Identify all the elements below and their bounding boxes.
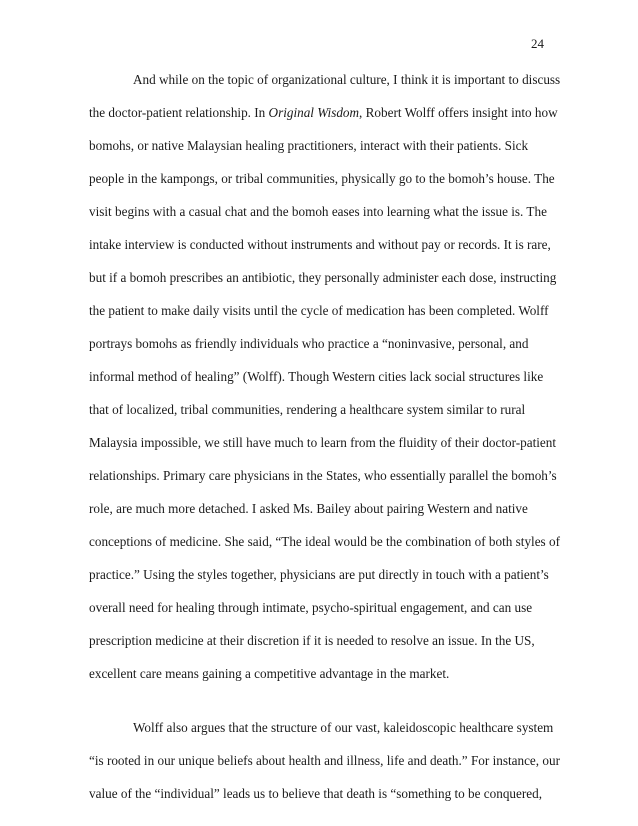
paragraph-1-line-1: And while on the topic of organizational culture, I think it is important to discuss: [133, 72, 561, 87]
paragraph-1-line-12: Malaysia impossible, we still have much to learn from the fluidity of their doctor-patient: [89, 435, 557, 450]
paragraph-1-line-19: excellent care means gaining a competitive advantage in the market.: [89, 666, 450, 681]
paragraph-1-line-6: intake interview is conducted without instruments and without pay or records. It is rare,: [89, 237, 551, 252]
paragraph-1-line-9: portrays bomohs as friendly individuals who practice a “noninvasive, personal, and: [89, 336, 529, 351]
paragraph-1-line-18: prescription medicine at their discretion if it is needed to resolve an issue. In the US,: [89, 633, 535, 648]
paragraph-1-line-3: bomohs, or native Malaysian healing practitioners, interact with their patients. Sick: [89, 138, 529, 153]
line-2-prefix: the doctor-patient relationship. In: [89, 105, 269, 120]
paragraph-1-line-16: practice.” Using the styles together, physicians are put directly in touch with a patient’s: [89, 567, 549, 582]
paragraph-1-line-11: that of localized, tribal communities, rendering a healthcare system similar to rural: [89, 402, 526, 417]
paragraph-1-line-17: overall need for healing through intimate, psycho-spiritual engagement, and can use: [89, 600, 533, 615]
paragraph-1-line-5: visit begins with a casual chat and the bomoh eases into learning what the issue is. The: [89, 204, 547, 219]
paragraph-1-line-10: informal method of healing” (Wolff). Though Western cities lack social structures like: [89, 369, 544, 384]
paragraph-1-line-13: relationships. Primary care physicians in the States, who essentially parallel the bomoh’s: [89, 468, 557, 483]
book-title: Original Wisdom: [268, 105, 360, 120]
page-number: 24: [531, 36, 544, 51]
paragraph-1-line-2: [89, 105, 558, 121]
paragraph-1-line-15: conceptions of medicine. She said, “The ideal would be the combination of both styles of: [89, 534, 560, 549]
paragraph-1-line-14: role, are much more detached. I asked Ms. Bailey about pairing Western and native: [89, 501, 528, 516]
paragraph-1-line-4: people in the kampongs, or tribal communities, physically go to the bomoh’s house. The: [89, 171, 555, 186]
paragraph-2-line-1: Wolff also argues that the structure of our vast, kaleidoscopic healthcare system: [133, 720, 554, 735]
paragraph-2-line-2: “is rooted in our unique beliefs about health and illness, life and death.” For instance, our: [89, 753, 560, 768]
line-2-suffix: , Robert Wolff offers insight into how: [359, 105, 558, 120]
paragraph-2-line-3: value of the “individual” leads us to believe that death is “something to be conquered,: [89, 786, 542, 801]
paragraph-1-line-7: but if a bomoh prescribes an antibiotic, they personally administer each dose, instructing: [89, 270, 557, 285]
paragraph-1-line-8: the patient to make daily visits until the cycle of medication has been completed. Wolff: [89, 303, 549, 318]
